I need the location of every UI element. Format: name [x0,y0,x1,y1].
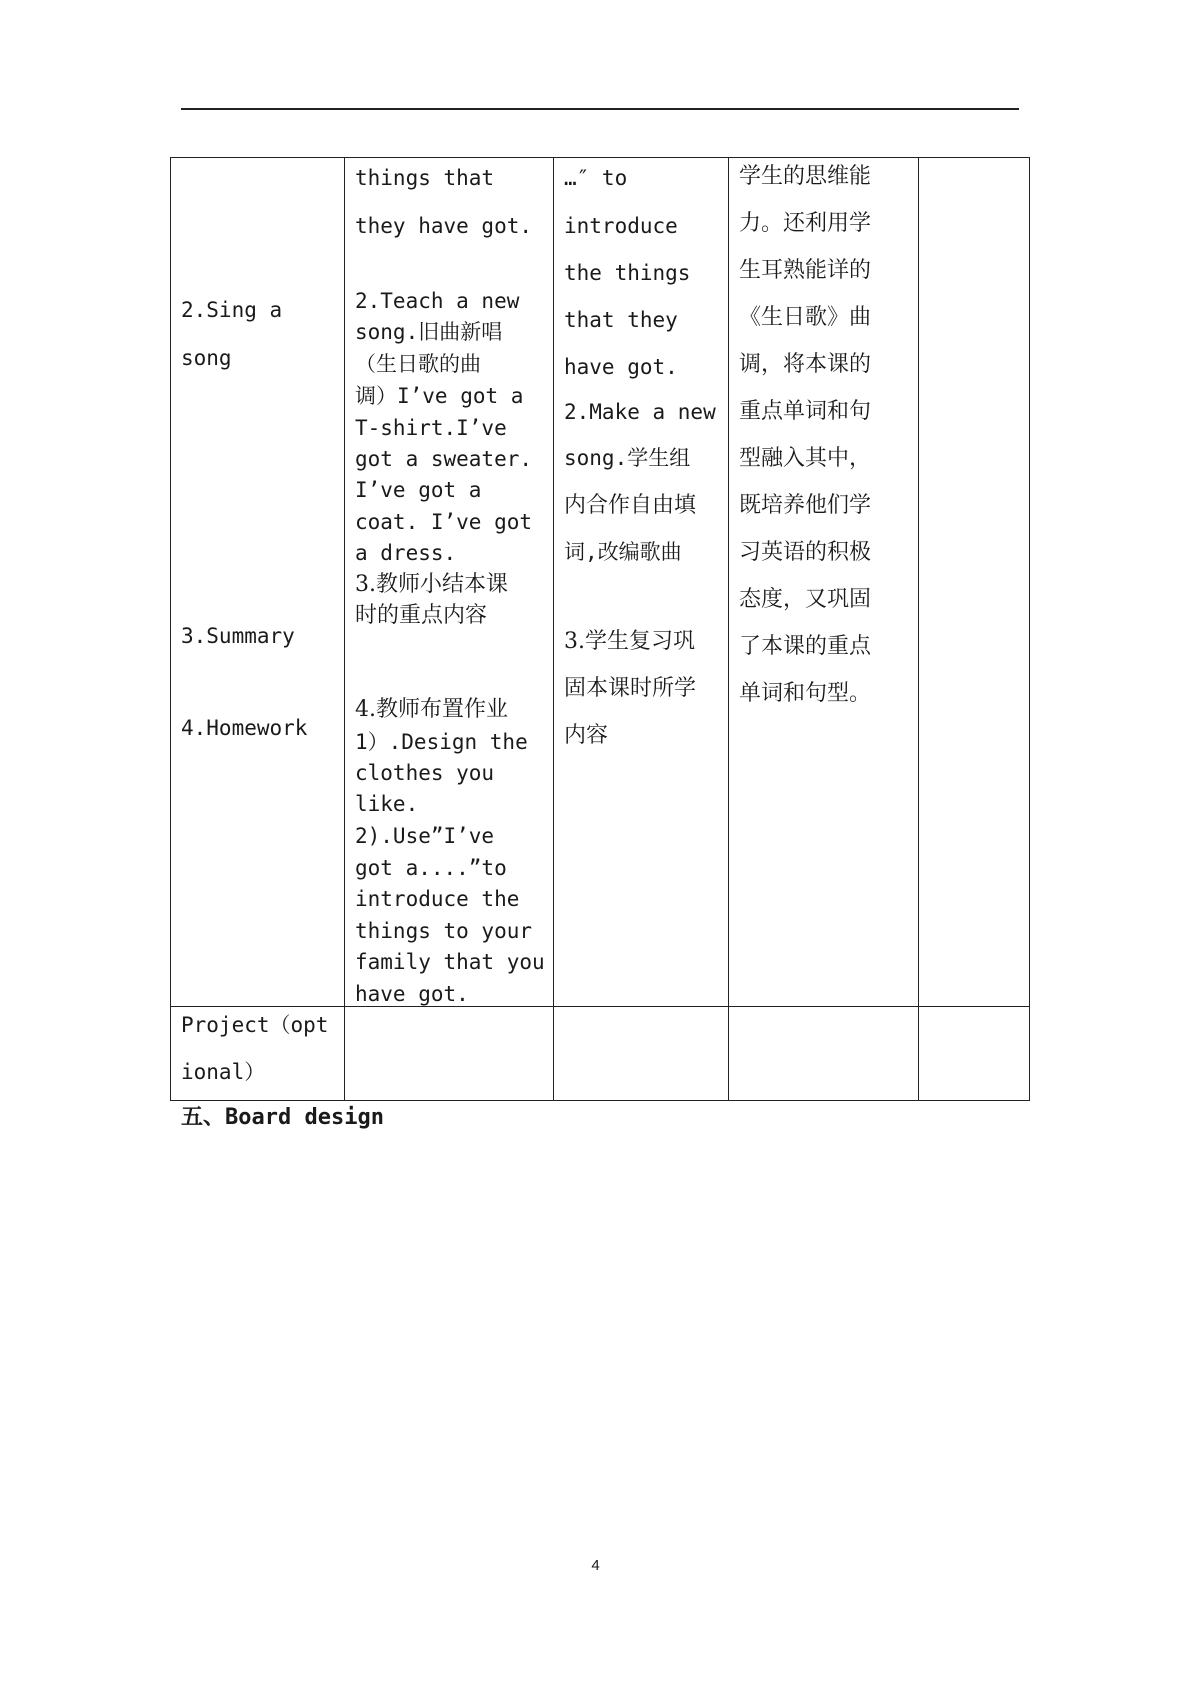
student-line: 词,改编歌曲 [564,540,682,564]
project-label-line2: ional） [181,1060,266,1084]
student-activity-cell [554,158,729,1007]
purpose-line: 单词和句型。 [739,681,872,706]
teacher-line: 时的重点内容 [355,603,488,628]
student-line: that they [564,308,678,332]
purpose-line: 重点单词和句 [739,399,872,424]
purpose-line: 了本课的重点 [739,634,872,659]
teacher-line: a dress. [355,541,457,565]
empty-cell [554,1007,729,1101]
teacher-line: 2.Teach a new [355,289,520,313]
student-line: 3.学生复习巩 [564,629,695,654]
table-row-main [171,158,1030,1007]
teacher-line: 3.教师小结本课 [355,572,508,597]
purpose-line: 既培养他们学 [739,493,872,518]
student-line: 2.Make a new [564,400,716,424]
teacher-line: 1）.Design the [355,730,528,754]
purpose-line: 《生日歌》曲 [739,305,872,330]
purpose-line: 学生的思维能 [739,164,872,189]
empty-cell [729,1007,919,1101]
student-line: 内合作自由填 [564,493,697,518]
student-line: 固本课时所学 [564,676,697,701]
page-number: 4 [591,1557,600,1574]
student-line: 内容 [564,723,609,748]
teacher-activity-cell [345,158,554,1007]
teacher-line: things that [355,166,495,190]
step-homework: 4.Homework [181,716,308,740]
purpose-line: 习英语的积极 [739,540,872,565]
project-label-line1: Project（opt [181,1013,329,1037]
purpose-line: 调，将本课的 [739,352,872,377]
teacher-line: they have got. [355,214,533,238]
teacher-line: I’ve got a [355,478,482,502]
teacher-line: coat. I’ve got [355,510,533,534]
purpose-line: 生耳熟能详的 [739,258,872,283]
step-summary: 3.Summary [181,624,295,648]
purpose-line: 型融入其中， [739,446,872,471]
teacher-line: like. [355,792,419,816]
purpose-line: 态度，又巩固 [739,587,872,612]
teacher-line: things to your [355,919,533,943]
teacher-line: （生日歌的曲 [355,352,481,376]
student-line: song.学生组 [564,446,691,470]
design-purpose-cell [729,158,919,1007]
empty-cell [919,158,1030,1007]
student-line: the things [564,261,691,285]
project-label-cell [171,1007,345,1101]
teacher-line: got a sweater. [355,447,533,471]
teacher-line: introduce the [355,887,520,911]
teacher-line: 2).Use”I’ve [355,824,495,848]
header-rule [181,108,1019,110]
purpose-line: 力。还利用学 [739,211,872,236]
section-heading-board-design: 五、Board design [181,1105,384,1130]
student-line: …″ to [564,166,628,190]
teacher-line: 4.教师布置作业 [355,697,508,722]
table-row-project [171,1007,1030,1101]
teacher-line: family that you [355,950,545,974]
teacher-line: T-shirt.I’ve [355,416,507,440]
student-line: introduce [564,214,678,238]
procedure-step-cell [171,158,345,1007]
student-line: have got. [564,355,678,379]
teacher-line: 调）I’ve got a [355,384,524,408]
lesson-plan-table [170,157,1030,1101]
teacher-line: got a....”to [355,856,507,880]
teacher-line: song.旧曲新唱 [355,320,503,344]
empty-cell [919,1007,1030,1101]
teacher-line: have got. [355,982,469,1006]
step-sing-song-line2: song [181,346,232,370]
step-sing-song-line1: 2.Sing a [181,298,283,322]
empty-cell [345,1007,554,1101]
teacher-line: clothes you [355,761,495,785]
